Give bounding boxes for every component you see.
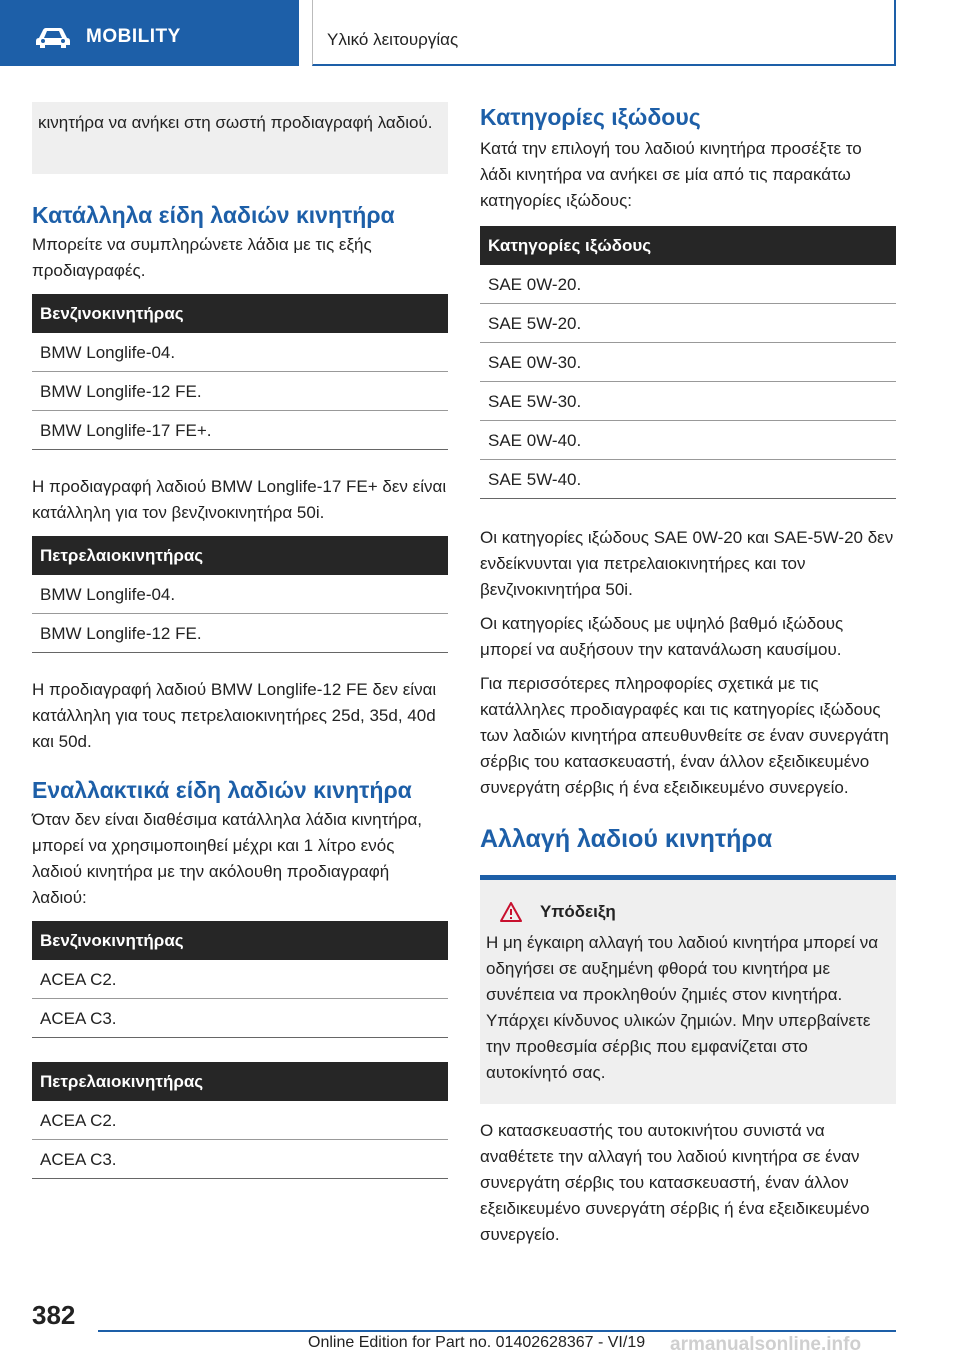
- heading-viscosity: Κατηγορίες ιξώδους: [480, 104, 701, 130]
- table-header: Βενζινοκινητήρας: [32, 921, 448, 960]
- notice-title: Υπόδειξη: [540, 902, 616, 921]
- table-header: Πετρελαιοκινητήρας: [32, 1062, 448, 1101]
- paragraph-more-info: Για περισσότερες πληροφορίες σχετικά με τις κατάλληλες προδιαγραφές και τις κατηγορίες ιξώδους των λαδιών κινητήρα απευθυνθείτε σε έναν συνεργάτη σέρβις του κατασκευαστή, έναν άλλον εξειδικευμένο συνεργάτη σέρβις ή ένα εξειδικευμένο συνεργείο.: [480, 674, 889, 797]
- table-row: SAE 0W-40.: [480, 421, 896, 460]
- paragraph-ll12-note: Η προδιαγραφή λαδιού BMW Longlife-12 FE δεν είναι κατάλληλη για τους πετρελαιοκινητήρες 25d, 35d, 40d και 50d.: [32, 680, 437, 751]
- table-row: BMW Longlife-12 FE.: [32, 372, 448, 411]
- page-title: Υλικό λειτουργίας: [327, 30, 459, 49]
- table-row: ACEA C3.: [32, 999, 448, 1038]
- table-header: Κατηγορίες ιξώδους: [480, 226, 896, 265]
- table-row: SAE 5W-20.: [480, 304, 896, 343]
- notice-box: [480, 875, 896, 1104]
- table-header: Πετρελαιοκινητήρας: [32, 536, 448, 575]
- paragraph-alternative-oils: Όταν δεν είναι διαθέσιμα κατάλληλα λάδια κινητήρα, μπορεί να χρησιμοποιηθεί μέχρι και 1 λίτρο ενός λαδιού κινητήρα με την ακόλουθη προδιαγραφή λαδιού:: [32, 810, 423, 907]
- notice-text: Η μη έγκαιρη αλλαγή του λαδιού κινητήρα μπορεί να οδηγήσει σε αυξημένη φθορά του κινητήρα με συνέπεια να προκληθούν ζημιές στον κινητήρα. Υπάρχει κίνδυνος υλικών ζημιών. Μην υπερβαίνετε την προθεσμία σέρβις που εμφανίζεται στο αυτοκίνητό σας.: [486, 933, 879, 1082]
- table-alt-diesel: [32, 1062, 448, 1179]
- table-row: SAE 0W-30.: [480, 343, 896, 382]
- intro-box: [32, 102, 448, 174]
- paragraph-ll17-note: Η προδιαγραφή λαδιού BMW Longlife-17 FE+ δεν είναι κατάλληλη για τον βενζινοκινητήρα 50i.: [32, 477, 447, 522]
- paragraph-sae-note: Οι κατηγορίες ιξώδους SAE 0W-20 και SAE-5W-20 δεν ενδείκνυνται για πετρελαιοκινητήρες και τον βενζινοκινητήρα 50i.: [480, 528, 894, 599]
- table-alt-petrol: [32, 921, 448, 1038]
- table-row: ACEA C3.: [32, 1140, 448, 1179]
- table-row: SAE 5W-40.: [480, 460, 896, 499]
- table-row: BMW Longlife-17 FE+.: [32, 411, 448, 450]
- watermark: armanualsonline.info: [670, 1334, 862, 1355]
- table-header: Βενζινοκινητήρας: [32, 294, 448, 333]
- page-number: 382: [32, 1300, 76, 1330]
- heading-oil-change: Αλλαγή λαδιού κινητήρα: [480, 825, 773, 853]
- page-header: [0, 0, 960, 66]
- car-icon: [36, 28, 70, 48]
- left-column: [32, 102, 448, 1179]
- footer-divider: [98, 1330, 896, 1332]
- paragraph-high-viscosity: Οι κατηγορίες ιξώδους με υψηλό βαθμό ιξώδους μπορεί να αυξήσουν την κατανάλωση καυσίμου.: [480, 614, 844, 659]
- heading-alternative-oils: Εναλλακτικά είδη λαδιών κινητήρα: [32, 777, 412, 803]
- notice-header: [486, 902, 884, 922]
- table-row: SAE 5W-30.: [480, 382, 896, 421]
- table-row: SAE 0W-20.: [480, 265, 896, 304]
- page-title-box: [312, 0, 896, 66]
- table-row: BMW Longlife-04.: [32, 333, 448, 372]
- table-viscosity: [480, 226, 896, 499]
- heading-suitable-oils: Κατάλληλα είδη λαδιών κινητήρα: [32, 202, 395, 228]
- table-row: BMW Longlife-12 FE.: [32, 614, 448, 653]
- paragraph-suitable-oils: Μπορείτε να συμπληρώνετε λάδια με τις εξής προδιαγραφές.: [32, 235, 372, 280]
- right-column: [480, 102, 896, 1248]
- intro-text: κινητήρα να ανήκει στη σωστή προδιαγραφή λαδιού.: [38, 113, 433, 132]
- table-petrol-specs: [32, 294, 448, 450]
- paragraph-viscosity: Κατά την επιλογή του λαδιού κινητήρα προσέξτε το λάδι κινητήρα να ανήκει σε μία από τις παρακάτω κατηγορίες ιξώδους:: [480, 139, 862, 210]
- warning-icon: [500, 902, 522, 922]
- table-row: ACEA C2.: [32, 960, 448, 999]
- edition-text: Online Edition for Part no. 01402628367 - VI/19: [308, 1334, 646, 1351]
- paragraph-manufacturer: Ο κατασκευαστής του αυτοκινήτου συνιστά να αναθέτετε την αλλαγή του λαδιού κινητήρα σε έναν συνεργάτη σέρβις του κατασκευαστή, έναν άλλον εξειδικευμένο συνεργάτη σέρβις ή ένα εξειδικευμένο συνεργείο.: [480, 1121, 870, 1244]
- table-row: ACEA C2.: [32, 1101, 448, 1140]
- table-diesel-specs: [32, 536, 448, 653]
- section-label: MOBILITY: [86, 26, 181, 47]
- section-tab: [0, 0, 299, 66]
- table-row: BMW Longlife-04.: [32, 575, 448, 614]
